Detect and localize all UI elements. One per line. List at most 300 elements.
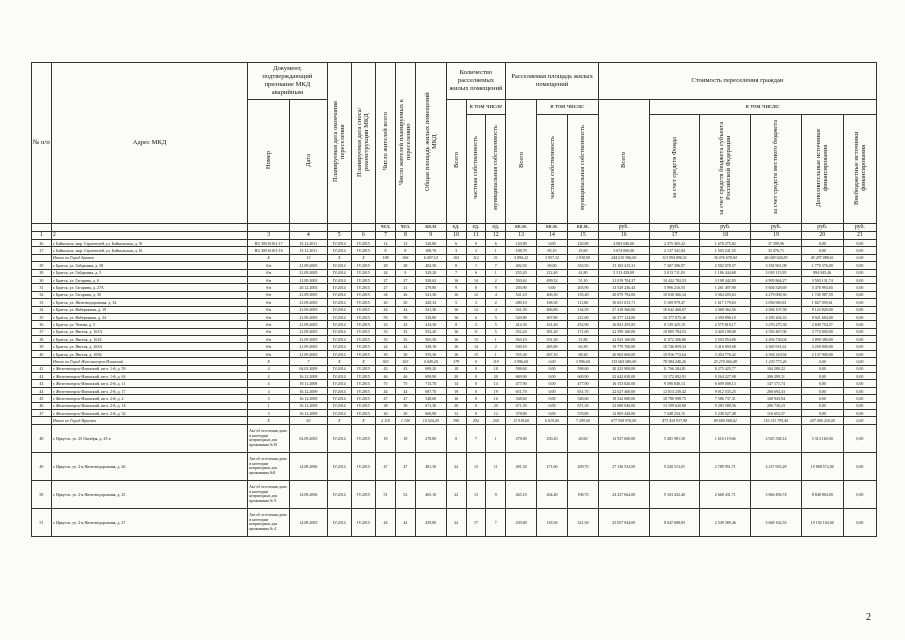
table-row bbox=[32, 343, 877, 350]
page-number: 2 bbox=[866, 612, 871, 623]
table-row-cell: г. Иркутск, ул. 2-я Железнодорожная, д. 25 bbox=[51, 480, 247, 508]
table-row-cell: 0,00 bbox=[801, 247, 843, 254]
table-row-cell: б/н bbox=[248, 321, 290, 328]
table-row-cell: 147 171,74 bbox=[751, 380, 802, 387]
table-row-cell: 19 779 760,00 bbox=[598, 343, 649, 350]
column-number-row-cell: 11 bbox=[466, 232, 486, 240]
header-address: Адрес МКД bbox=[51, 63, 247, 224]
table-row-cell: 40 bbox=[32, 350, 52, 357]
subtotal-row-cell bbox=[32, 254, 52, 261]
subtotal-row-cell: 1 230 773,26 bbox=[751, 358, 802, 365]
table-row-cell: 4 350 467,00 bbox=[751, 328, 802, 335]
table-row-cell: 699,90 bbox=[415, 373, 446, 380]
table-row-cell: 36 bbox=[32, 321, 52, 328]
table-row-cell: 16.12.2009 bbox=[290, 402, 328, 409]
table-row-cell: 1 bbox=[466, 262, 486, 269]
table-row-cell: г. Братск, ул. Гагарина, д. 6 bbox=[51, 276, 247, 283]
table-row-cell: б/н bbox=[248, 291, 290, 298]
subtotal-row-cell: 677 958 976,00 bbox=[598, 417, 649, 424]
table-row-cell: Акт об отселении дома в категории непригодных для проживания № 9 bbox=[248, 480, 290, 508]
table-row-cell: 11 bbox=[466, 328, 486, 335]
table-row-cell: 43 bbox=[395, 365, 415, 372]
table-row-cell: г. Железногорск-Илимский, кв-л. 2-й, д. 17 bbox=[51, 387, 247, 394]
table-row-cell: г. Братск, ул. Янгеля, д. 165Б bbox=[51, 350, 247, 357]
table-row-cell: 550,62 bbox=[506, 276, 537, 283]
table-row-cell: RU 38516101-16 bbox=[248, 247, 290, 254]
table-row-cell: г. Железногорск-Илимский, кв-л. 2-й, д. 14 bbox=[51, 402, 247, 409]
table-row-cell: 135,40 bbox=[567, 291, 598, 298]
table-row-cell: 41 bbox=[32, 365, 52, 372]
table-row-cell: 50 bbox=[32, 480, 52, 508]
table-row-cell: 0,00 bbox=[801, 380, 843, 387]
table-row-cell: IV.2014 bbox=[327, 262, 351, 269]
table-row-cell: 134,50 bbox=[567, 306, 598, 313]
table-row-cell: 14 bbox=[446, 380, 466, 387]
table-row-cell: 24 237 664,00 bbox=[598, 480, 649, 508]
table-row-cell: г. Братск, ул. Гайдамака, д. 5 bbox=[51, 269, 247, 276]
table-row-cell: 598,60 bbox=[506, 365, 537, 372]
table-row-cell: 0,00 bbox=[843, 424, 876, 452]
table-row-cell: 8 921 684,00 bbox=[801, 313, 843, 320]
table-row-cell: 24 bbox=[446, 508, 466, 536]
subtotal-row-cell: X bbox=[248, 254, 290, 261]
column-number-row-cell: 17 bbox=[649, 232, 700, 240]
table-row-cell: 41,80 bbox=[567, 269, 598, 276]
units-row-cell: кв.м. bbox=[567, 224, 598, 232]
table-row-cell: 3 350 896,10 bbox=[700, 313, 751, 320]
table-row-cell: г. Братск, ул. Янгеля, д. 161Б bbox=[51, 336, 247, 343]
table-row-cell: 21.09.2005 bbox=[290, 299, 328, 306]
table-row-cell: 21.09.2005 bbox=[290, 350, 328, 357]
table-row-cell: 487,10 bbox=[537, 350, 568, 357]
table-row-cell: 321,50 bbox=[567, 508, 598, 536]
table-row-cell: 4 284 197,38 bbox=[751, 306, 802, 313]
column-number-row-cell: 9 bbox=[415, 232, 446, 240]
table-row-cell: 651,70 bbox=[567, 387, 598, 394]
table-row-cell: IV.2015 bbox=[351, 284, 375, 291]
table-row bbox=[32, 409, 877, 416]
subtotal-row-cell: 13 bbox=[290, 254, 328, 261]
table-row-cell: 1 745 987,59 bbox=[801, 291, 843, 298]
table-row-cell: 0,00 bbox=[843, 313, 876, 320]
table-row-cell: 18 bbox=[486, 365, 506, 372]
table-row-cell: 20 bbox=[446, 373, 466, 380]
table-row-cell: 0,00 bbox=[801, 240, 843, 247]
table-row-cell: IV.2014 bbox=[327, 373, 351, 380]
table-row-cell: б/н bbox=[248, 284, 290, 291]
table-row-cell: 15.12.2011 bbox=[290, 240, 328, 247]
table-row-cell: 1 770 376,00 bbox=[801, 262, 843, 269]
table-row-cell: 329,20 bbox=[415, 269, 446, 276]
table-row-cell: 37 bbox=[32, 328, 52, 335]
table-row-cell: 2 bbox=[486, 276, 506, 283]
table-row-cell: 3 276 275,38 bbox=[751, 321, 802, 328]
table-row bbox=[32, 365, 877, 372]
table-row-cell: 11 bbox=[486, 452, 506, 480]
units-row-cell: руб. bbox=[700, 224, 751, 232]
units-row-cell: чел. bbox=[395, 224, 415, 232]
subtotal-row-cell: 363 bbox=[376, 358, 396, 365]
table-row-cell: 27 bbox=[395, 276, 415, 283]
table-row-cell: 20 bbox=[395, 299, 415, 306]
table-row-cell: 598,60 bbox=[567, 365, 598, 372]
table-row-cell: 0,00 bbox=[801, 365, 843, 372]
table-row-cell: 46 bbox=[395, 373, 415, 380]
table-row-cell: 28,60 bbox=[567, 424, 598, 452]
table-row-cell: 549,10 bbox=[506, 343, 537, 350]
units-row-cell: руб. bbox=[843, 224, 876, 232]
table-row-cell: 0 bbox=[466, 402, 486, 409]
table-row-cell: IV.2015 bbox=[351, 409, 375, 416]
table-row-cell: 9 264 227,98 bbox=[700, 373, 751, 380]
table-row-cell: 5 bbox=[446, 299, 466, 306]
table-row-cell: 47 bbox=[376, 395, 396, 402]
table-row bbox=[32, 306, 877, 313]
table-row-cell: 252,90 bbox=[567, 321, 598, 328]
table-row-cell: 10 377 075,30 bbox=[649, 313, 700, 320]
header-rooms-total: Всего bbox=[446, 100, 466, 224]
subtotal-row-cell: X bbox=[248, 417, 290, 424]
column-number-row-cell: 5 bbox=[327, 232, 351, 240]
table-row-cell: б/н bbox=[248, 262, 290, 269]
table-row-cell: 9 396 840,13 bbox=[649, 380, 700, 387]
table-row-cell: 20 225 900,00 bbox=[598, 365, 649, 372]
table-row-cell: 5 238 527,48 bbox=[700, 409, 751, 416]
table-row-cell: 3 503 131,74 bbox=[801, 276, 843, 283]
table-row-cell: 21.09.2005 bbox=[290, 269, 328, 276]
table-row-cell: 2 849 754,27 bbox=[801, 321, 843, 328]
table-row-cell: 9 123 820,00 bbox=[801, 306, 843, 313]
table-row-cell: 21.09.2005 bbox=[290, 291, 328, 298]
table-row-cell: 22 689 940,00 bbox=[598, 402, 649, 409]
table-row-cell: 9 bbox=[446, 284, 466, 291]
table-row-cell: 5 996 216,55 bbox=[649, 284, 700, 291]
subtotal-row-cell: Итого по Город Братск bbox=[51, 254, 247, 261]
table-row-cell: 18 bbox=[446, 365, 466, 372]
table-row-cell: 15 bbox=[466, 350, 486, 357]
table-row-cell: 6 bbox=[486, 240, 506, 247]
table-row-cell: г. Братск, ул. Гагарина, д. 27А bbox=[51, 284, 247, 291]
table-row-cell: 10 805 784,53 bbox=[649, 328, 700, 335]
table-row-cell: 0,00 bbox=[843, 387, 876, 394]
table-row-cell: 3 668 162,53 bbox=[751, 508, 802, 536]
table-row-cell: 402,50 bbox=[415, 262, 446, 269]
table-row-cell: 279,80 bbox=[415, 284, 446, 291]
table-row-cell: г. Железногорск-Илимский, кв-л. 1-й, д. 59 bbox=[51, 365, 247, 372]
table-row-cell: 4 bbox=[486, 291, 506, 298]
column-number-row-cell: 2 bbox=[51, 232, 247, 240]
table-row-cell: г. Байкальск, мкр. Строителей, ул. Байкальская, д. 91 bbox=[51, 240, 247, 247]
table-row-cell: IV.2015 bbox=[351, 480, 375, 508]
table-row-cell: 0,00 bbox=[537, 387, 568, 394]
table-row-cell: 3 182 961,08 bbox=[751, 262, 802, 269]
table-row-cell: 24 bbox=[446, 452, 466, 480]
table-row-cell: 24 bbox=[376, 343, 396, 350]
table-row-cell: г. Братск, ул. Железнодорожная, д. 32 bbox=[51, 299, 247, 306]
table-row-cell: 0,00 bbox=[843, 380, 876, 387]
table-row-cell: 10 786 998,75 bbox=[649, 395, 700, 402]
table-row bbox=[32, 240, 877, 247]
column-number-row-cell: 13 bbox=[506, 232, 537, 240]
table-row bbox=[32, 395, 877, 402]
table-row-cell: г. Братск, ул. Гагарина, д. 30 bbox=[51, 291, 247, 298]
table-row-cell: 31 bbox=[32, 284, 52, 291]
table-row-cell: IV.2014 bbox=[327, 291, 351, 298]
table-row-cell: г. Братск, ул. Набережная, д. 24 bbox=[51, 313, 247, 320]
table-row-cell: б/н bbox=[248, 313, 290, 320]
table-row-cell: 0,00 bbox=[537, 284, 568, 291]
table-row-cell: 5 481 981,50 bbox=[649, 424, 700, 452]
subtotal-row-cell bbox=[32, 417, 52, 424]
table-row-cell: IV.2015 bbox=[351, 291, 375, 298]
table-row-cell: 0,00 bbox=[843, 299, 876, 306]
table-row-cell: IV.2014 bbox=[327, 387, 351, 394]
table-row-cell: 116 653,37 bbox=[751, 409, 802, 416]
table-row-cell: г. Иркутск, ул. 2-я Железнодорожная, д. 26 bbox=[51, 452, 247, 480]
table-row-cell: 12 bbox=[466, 291, 486, 298]
table-row-cell: IV.2015 bbox=[351, 299, 375, 306]
column-number-row-cell: 21 bbox=[843, 232, 876, 240]
table-row bbox=[32, 262, 877, 269]
column-number-row bbox=[32, 232, 877, 240]
table-row-cell: б/н bbox=[248, 299, 290, 306]
table-row-cell: 44 bbox=[376, 508, 396, 536]
header-document: Документ, подтверждающий признание МКД аварийным bbox=[248, 63, 327, 100]
table-row-cell: 548,60 bbox=[506, 395, 537, 402]
table-row-cell: 552,20 bbox=[415, 328, 446, 335]
table-row-cell: 26 577 124,00 bbox=[598, 313, 649, 320]
table-row-cell: 2 549 389,46 bbox=[700, 508, 751, 536]
table-row-cell: 0,00 bbox=[843, 269, 876, 276]
table-row-cell: 21.09.2005 bbox=[290, 321, 328, 328]
table-row-cell: 8 bbox=[395, 247, 415, 254]
column-number-row-cell: 16 bbox=[598, 232, 649, 240]
table-row-cell: 32 bbox=[32, 291, 52, 298]
table-row-cell: 33 476,71 bbox=[751, 247, 802, 254]
table-row-cell: 221,00 bbox=[567, 313, 598, 320]
table-row-cell: 59 bbox=[376, 313, 396, 320]
table-row-cell: 549,10 bbox=[415, 343, 446, 350]
table-row-cell: IV.2015 bbox=[351, 402, 375, 409]
table-row-cell: 2 bbox=[466, 247, 486, 254]
table-row-cell: 200 694,33 bbox=[751, 387, 802, 394]
table-row-cell: 59 bbox=[395, 313, 415, 320]
table-row-cell: 11 072 306,86 bbox=[649, 336, 700, 343]
table-row-cell: 5 bbox=[486, 313, 506, 320]
table-row-cell: 499,52 bbox=[537, 276, 568, 283]
table-row-cell: 22 bbox=[446, 480, 466, 508]
table-row-cell: 14 bbox=[486, 380, 506, 387]
table-row-cell: IV.2014 bbox=[327, 247, 351, 254]
table-row-cell: 16 bbox=[446, 276, 466, 283]
table-row-cell: 0,00 bbox=[843, 291, 876, 298]
table-row-cell: 0,00 bbox=[843, 343, 876, 350]
table-row-cell: 563,10 bbox=[506, 336, 537, 343]
table-row-cell: 1 617 179,63 bbox=[700, 299, 751, 306]
table-row-cell: 51,10 bbox=[567, 276, 598, 283]
subtotal-row-cell: X bbox=[351, 417, 375, 424]
table-row-cell: Акт об отселении дома в категории непригодных для проживания №8 bbox=[248, 452, 290, 480]
table-row-cell: 0 bbox=[466, 240, 486, 247]
table-row-cell: 0,00 bbox=[843, 276, 876, 283]
table-row-cell: 3 368 362,56 bbox=[700, 306, 751, 313]
column-number-row-cell: 20 bbox=[801, 232, 843, 240]
table-row-cell: 5 169 979,47 bbox=[649, 299, 700, 306]
table-row-cell: 22 923 160,00 bbox=[598, 336, 649, 343]
table-row bbox=[32, 424, 877, 452]
table-row-cell: 894 945,46 bbox=[801, 269, 843, 276]
table-row-cell: 27 bbox=[376, 284, 396, 291]
table-row-cell: IV.2014 bbox=[327, 269, 351, 276]
table-row-cell: 63,30 bbox=[567, 343, 598, 350]
table-row-cell: 120,80 bbox=[415, 240, 446, 247]
table-row bbox=[32, 402, 877, 409]
table-row-cell: 10 916 772,64 bbox=[649, 350, 700, 357]
table-row-cell: 30 bbox=[32, 276, 52, 283]
table-row-cell: 0,00 bbox=[843, 262, 876, 269]
table-row-cell: 4 394 210,94 bbox=[751, 350, 802, 357]
table-row-cell: IV.2015 bbox=[351, 321, 375, 328]
table-row-cell: 8 bbox=[376, 247, 396, 254]
table-row-cell: 13 172 092,91 bbox=[649, 373, 700, 380]
table-row-cell: 7 367 396,97 bbox=[649, 262, 700, 269]
table-row-cell: 406,30 bbox=[537, 291, 568, 298]
table-row-cell: 20 bbox=[376, 299, 396, 306]
table-row-cell: 7 bbox=[486, 508, 506, 536]
table-row-cell: 20 bbox=[446, 402, 466, 409]
table-header bbox=[32, 63, 877, 224]
table-row-cell: 439,80 bbox=[506, 508, 537, 536]
table-row-cell: 5 513 439,09 bbox=[598, 269, 649, 276]
subtotal-row-cell: 2 110 bbox=[376, 417, 396, 424]
subtotal-row-cell: 3 996,60 bbox=[506, 358, 537, 365]
table-row-cell: 22 642 630,00 bbox=[598, 373, 649, 380]
table-row-cell: 25 057 944,00 bbox=[598, 508, 649, 536]
table-row-cell: 184 280,22 bbox=[751, 365, 802, 372]
table-row-cell: 439,80 bbox=[415, 508, 446, 536]
table-row-cell: 0,00 bbox=[801, 387, 843, 394]
table-row-cell: 8 bbox=[446, 321, 466, 328]
table-row-cell: 548,60 bbox=[567, 395, 598, 402]
table-row-cell: 12 937 600,00 bbox=[598, 424, 649, 452]
table-row-cell: 47 bbox=[376, 452, 396, 480]
table-row-cell: 3 774 000,00 bbox=[801, 328, 843, 335]
table-row-cell: 0,00 bbox=[843, 365, 876, 372]
subtotal-row-cell: 50 bbox=[290, 417, 328, 424]
table-row-cell: 43 bbox=[376, 365, 396, 372]
table-row-cell: 5 bbox=[486, 321, 506, 328]
table-row-cell: 19 bbox=[486, 387, 506, 394]
table-row-cell: 6 bbox=[446, 240, 466, 247]
table-row-cell: 3 674 060,00 bbox=[598, 247, 649, 254]
table-row-cell: 30 bbox=[395, 350, 415, 357]
header-area-private: частная собственность bbox=[537, 115, 568, 224]
subtotal-row-cell: 244 619 386,00 bbox=[598, 254, 649, 261]
table-row-cell: 671,30 bbox=[415, 402, 446, 409]
table-row-cell: 531,30 bbox=[537, 336, 568, 343]
table-row-cell: 0,00 bbox=[537, 395, 568, 402]
table-row-cell: IV.2014 bbox=[327, 240, 351, 247]
table-row-cell: 47 bbox=[32, 409, 52, 416]
table-row-cell: 9 220 513,01 bbox=[649, 452, 700, 480]
table-row-cell: 0,00 bbox=[843, 373, 876, 380]
table-row-cell: 21.09.2005 bbox=[290, 328, 328, 335]
table-row-cell: 529,80 bbox=[415, 313, 446, 320]
table-row-cell: 23,60 bbox=[567, 247, 598, 254]
table-row-cell: 278,80 bbox=[506, 424, 537, 452]
table-row-cell: 0,00 bbox=[537, 373, 568, 380]
table-row-cell: 278,80 bbox=[415, 424, 446, 452]
table-row-cell: 280,10 bbox=[506, 299, 537, 306]
table-row-cell: IV.2014 bbox=[327, 276, 351, 283]
table-row bbox=[32, 284, 877, 291]
units-row-cell bbox=[51, 224, 247, 232]
subtotal-row-cell: 7 bbox=[290, 358, 328, 365]
subtotal-row-cell: 396 bbox=[446, 417, 466, 424]
table-row-cell: 485,80 bbox=[537, 343, 568, 350]
column-number-row-cell: 19 bbox=[751, 232, 802, 240]
table-row bbox=[32, 247, 877, 254]
subtotal-row-cell: 4 049,20 bbox=[415, 358, 446, 365]
table-row-cell: 209,70 bbox=[567, 452, 598, 480]
table-row-cell: 9 012 535,25 bbox=[700, 387, 751, 394]
table-row-cell: 2 137 341,84 bbox=[649, 247, 700, 254]
table-row-cell: г. Братск, ул. Янгеля, д. 161А bbox=[51, 328, 247, 335]
table-row-cell: 37 399,96 bbox=[751, 240, 802, 247]
header-cost-extrabudget: Внебюджетные источники финансирования bbox=[843, 115, 876, 224]
table-row-cell: IV.2014 bbox=[327, 343, 351, 350]
table-row-cell: 28 bbox=[376, 262, 396, 269]
table-row-cell: 2 bbox=[486, 299, 506, 306]
header-area-total: Всего bbox=[506, 100, 537, 224]
table-row-cell: 120,80 bbox=[506, 240, 537, 247]
subtotal-row-cell: 45 297 888,61 bbox=[801, 254, 843, 261]
table-row-cell: 47 bbox=[395, 452, 415, 480]
subtotal-row-cell: 179 bbox=[446, 358, 466, 365]
table-row-cell: 550,62 bbox=[415, 276, 446, 283]
table-row-cell: 0,00 bbox=[843, 395, 876, 402]
table-row-cell: IV.2014 bbox=[327, 313, 351, 320]
table-row-cell: 52 bbox=[395, 480, 415, 508]
table-row-cell: IV.2014 bbox=[327, 402, 351, 409]
table-row-cell: 477,90 bbox=[567, 380, 598, 387]
table-row-cell: 7 bbox=[446, 269, 466, 276]
table-row-cell: 9 283 588,56 bbox=[700, 402, 751, 409]
table-row-cell: 161,40 bbox=[537, 321, 568, 328]
table-row-cell: 35 bbox=[395, 336, 415, 343]
table-row-cell: 7 586 737,31 bbox=[700, 395, 751, 402]
table-row-cell: 1 bbox=[486, 269, 506, 276]
table-row-cell: 9 bbox=[486, 480, 506, 508]
table-row-cell: 0,00 bbox=[843, 336, 876, 343]
table-row-cell: 669,90 bbox=[567, 373, 598, 380]
table-row-cell: 12 bbox=[446, 409, 466, 416]
table-row-cell: 16 153 020,00 bbox=[598, 380, 649, 387]
subtotal-row-cell: 113 994 896,51 bbox=[649, 254, 700, 261]
table-row-cell: 17 bbox=[466, 508, 486, 536]
table-row-cell: г. Братск, ул. Чехова, д. 5 bbox=[51, 321, 247, 328]
table-row-cell: IV.2014 bbox=[327, 328, 351, 335]
table-row-cell: 15.12.2011 bbox=[290, 247, 328, 254]
subtotal-row bbox=[32, 417, 877, 424]
table-row-cell: 5 604 528,69 bbox=[751, 284, 802, 291]
table-row-cell: 0,00 bbox=[843, 284, 876, 291]
subtotal-row-cell: 6 407,14 bbox=[415, 254, 446, 261]
table-row-cell: 3 454 776,42 bbox=[700, 350, 751, 357]
table-row-cell: 13 199 620,80 bbox=[649, 402, 700, 409]
subtotal-row-cell: 1 938,90 bbox=[567, 254, 598, 261]
table-row-cell: IV.2014 bbox=[327, 365, 351, 372]
